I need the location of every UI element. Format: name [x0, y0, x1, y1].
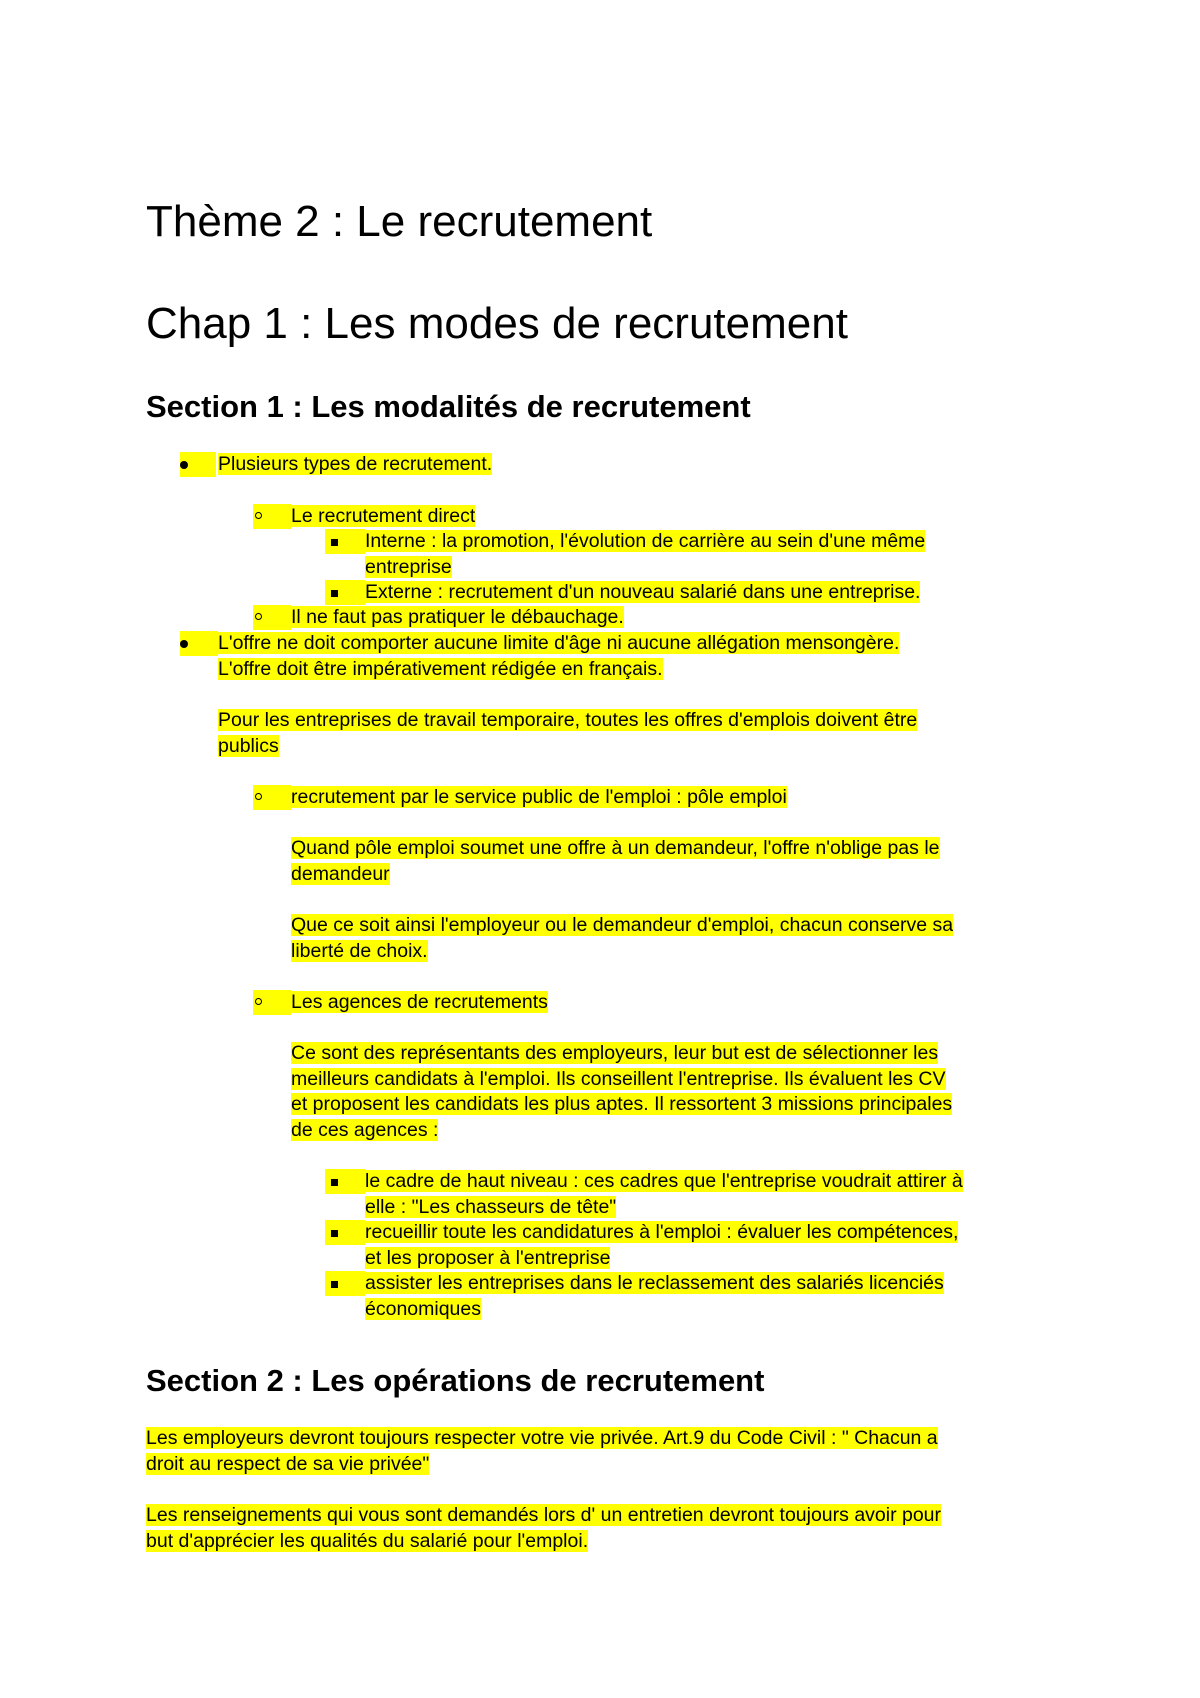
sub-sub-bullet-text: économiques — [365, 1297, 481, 1320]
paragraph-line: Pour les entreprises de travail temporaire, toutes les offres d'emplois doivent être — [218, 709, 918, 731]
paragraph-line: liberté de choix. — [291, 939, 428, 962]
paragraph-line: Les employeurs devront toujours respecter votre vie privée. Art.9 du Code Civil : " Chacun a — [146, 1427, 938, 1449]
sub-bullet-item — [291, 990, 548, 1016]
paragraph-line: Ce sont des représentants des employeurs, leur but est de sélectionner les — [291, 1042, 939, 1064]
sub-sub-bullet-item — [365, 529, 925, 580]
sub-bullet-item — [291, 605, 624, 631]
sub-bullet-item — [291, 504, 475, 530]
paragraph — [218, 708, 917, 759]
paragraph-line: meilleurs candidats à l'emploi. Ils conseillent l'entreprise. Ils évaluent les CV — [291, 1067, 946, 1090]
sub-bullet-text: recrutement par le service public de l'emploi : pôle emploi — [291, 786, 787, 808]
section-1-title: Section 1 : Les modalités de recrutement — [146, 389, 751, 424]
sub-sub-bullet-text: le cadre de haut niveau : ces cadres que l'entreprise voudrait attirer à — [365, 1170, 963, 1192]
bullet-text: L'offre doit être impérativement rédigée en français. — [218, 657, 663, 680]
theme-title: Thème 2 : Le recrutement — [146, 197, 653, 246]
sub-bullet-text: Il ne faut pas pratiquer le débauchage. — [291, 606, 624, 628]
paragraph-line: publics — [218, 734, 279, 757]
sub-bullet-text: Les agences de recrutements — [291, 991, 548, 1013]
paragraph-line: Que ce soit ainsi l'employeur ou le demandeur d'emploi, chacun conserve sa — [291, 914, 954, 936]
paragraph-line: demandeur — [291, 862, 390, 885]
sub-bullet-text: Le recrutement direct — [291, 505, 476, 527]
sub-sub-bullet-item — [365, 1169, 963, 1220]
sub-sub-bullet-text: Interne : la promotion, l'évolution de carrière au sein d'une même — [365, 530, 926, 552]
paragraph — [291, 836, 940, 887]
paragraph — [291, 1041, 952, 1143]
sub-sub-bullet-text: assister les entreprises dans le reclassement des salariés licenciés — [365, 1272, 944, 1294]
paragraph-line: but d'apprécier les qualités du salarié pour l'emploi. — [146, 1529, 589, 1552]
paragraph-line: Les renseignements qui vous sont demandés lors d' un entretien devront toujours avoir pour — [146, 1504, 942, 1526]
sub-sub-bullet-item — [365, 1220, 958, 1271]
bullet-text: L'offre ne doit comporter aucune limite d'âge ni aucune allégation mensongère. — [218, 632, 900, 654]
sub-sub-bullet-text: Externe : recrutement d'un nouveau salarié dans une entreprise. — [365, 581, 921, 603]
bullet-item — [218, 631, 899, 682]
sub-sub-bullet-item — [365, 580, 920, 606]
section-2-title: Section 2 : Les opérations de recrutement — [146, 1363, 765, 1398]
bullet-item — [218, 452, 492, 478]
paragraph-line: Quand pôle emploi soumet une offre à un demandeur, l'offre n'oblige pas le — [291, 837, 940, 859]
paragraph — [146, 1503, 941, 1554]
sub-sub-bullet-text: entreprise — [365, 555, 452, 578]
sub-sub-bullet-text: et les proposer à l'entreprise — [365, 1246, 611, 1269]
paragraph-line: droit au respect de sa vie privée" — [146, 1452, 430, 1475]
sub-sub-bullet-text: recueillir toute les candidatures à l'emploi : évaluer les compétences, — [365, 1221, 959, 1243]
sub-sub-bullet-item — [365, 1271, 944, 1322]
paragraph — [146, 1426, 938, 1477]
paragraph — [291, 913, 953, 964]
paragraph-line: de ces agences : — [291, 1118, 439, 1141]
bullet-text: Plusieurs types de recrutement. — [218, 453, 493, 475]
paragraph-line: et proposent les candidats les plus aptes. Il ressortent 3 missions principales — [291, 1093, 953, 1115]
sub-sub-bullet-text: elle : "Les chasseurs de tête" — [365, 1195, 617, 1218]
sub-bullet-item — [291, 785, 787, 811]
chapter-title: Chap 1 : Les modes de recrutement — [146, 299, 848, 348]
